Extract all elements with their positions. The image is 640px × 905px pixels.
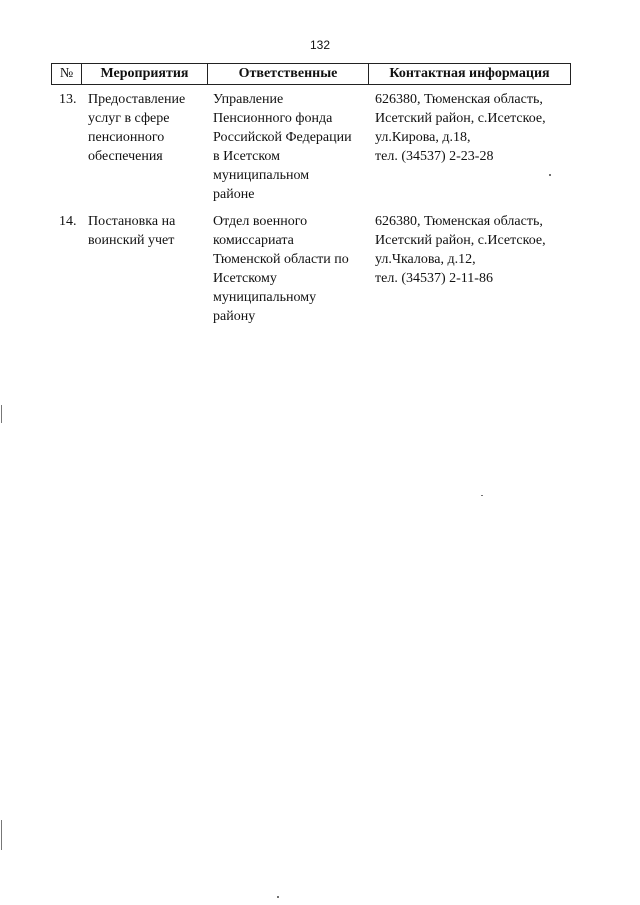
scan-edge-mark	[1, 405, 2, 423]
header-events: Мероприятия	[82, 64, 208, 84]
header-responsible: Ответственные	[208, 64, 369, 84]
scan-speck	[277, 896, 279, 898]
row-responsible: Управление Пенсионного фонда Российской Федерации в Исетском муниципальном районе	[213, 92, 352, 202]
row-number: 13.	[59, 92, 77, 107]
row-event: Предоставление услуг в сфере пенсионного обеспечения	[88, 92, 186, 164]
scan-edge-mark	[1, 820, 2, 850]
page-number: 132	[309, 38, 331, 52]
scan-speck	[549, 174, 551, 176]
row-contact: 626380, Тюменская область, Исетский район, с.Исетское, ул.Чкалова, д.12, тел. (34537) 2-11-86	[375, 214, 546, 286]
table-header	[51, 63, 571, 85]
row-number: 14.	[59, 214, 77, 229]
scan-speck	[481, 495, 483, 496]
header-number: №	[52, 64, 82, 84]
row-event: Постановка на воинский учет	[88, 214, 176, 248]
row-responsible: Отдел военного комиссариата Тюменской области по Исетскому муниципальному району	[213, 214, 349, 324]
header-contact: Контактная информация	[389, 66, 550, 81]
row-contact: 626380, Тюменская область, Исетский район, с.Исетское, ул.Кирова, д.18, тел. (34537) 2-23-28	[375, 92, 546, 164]
